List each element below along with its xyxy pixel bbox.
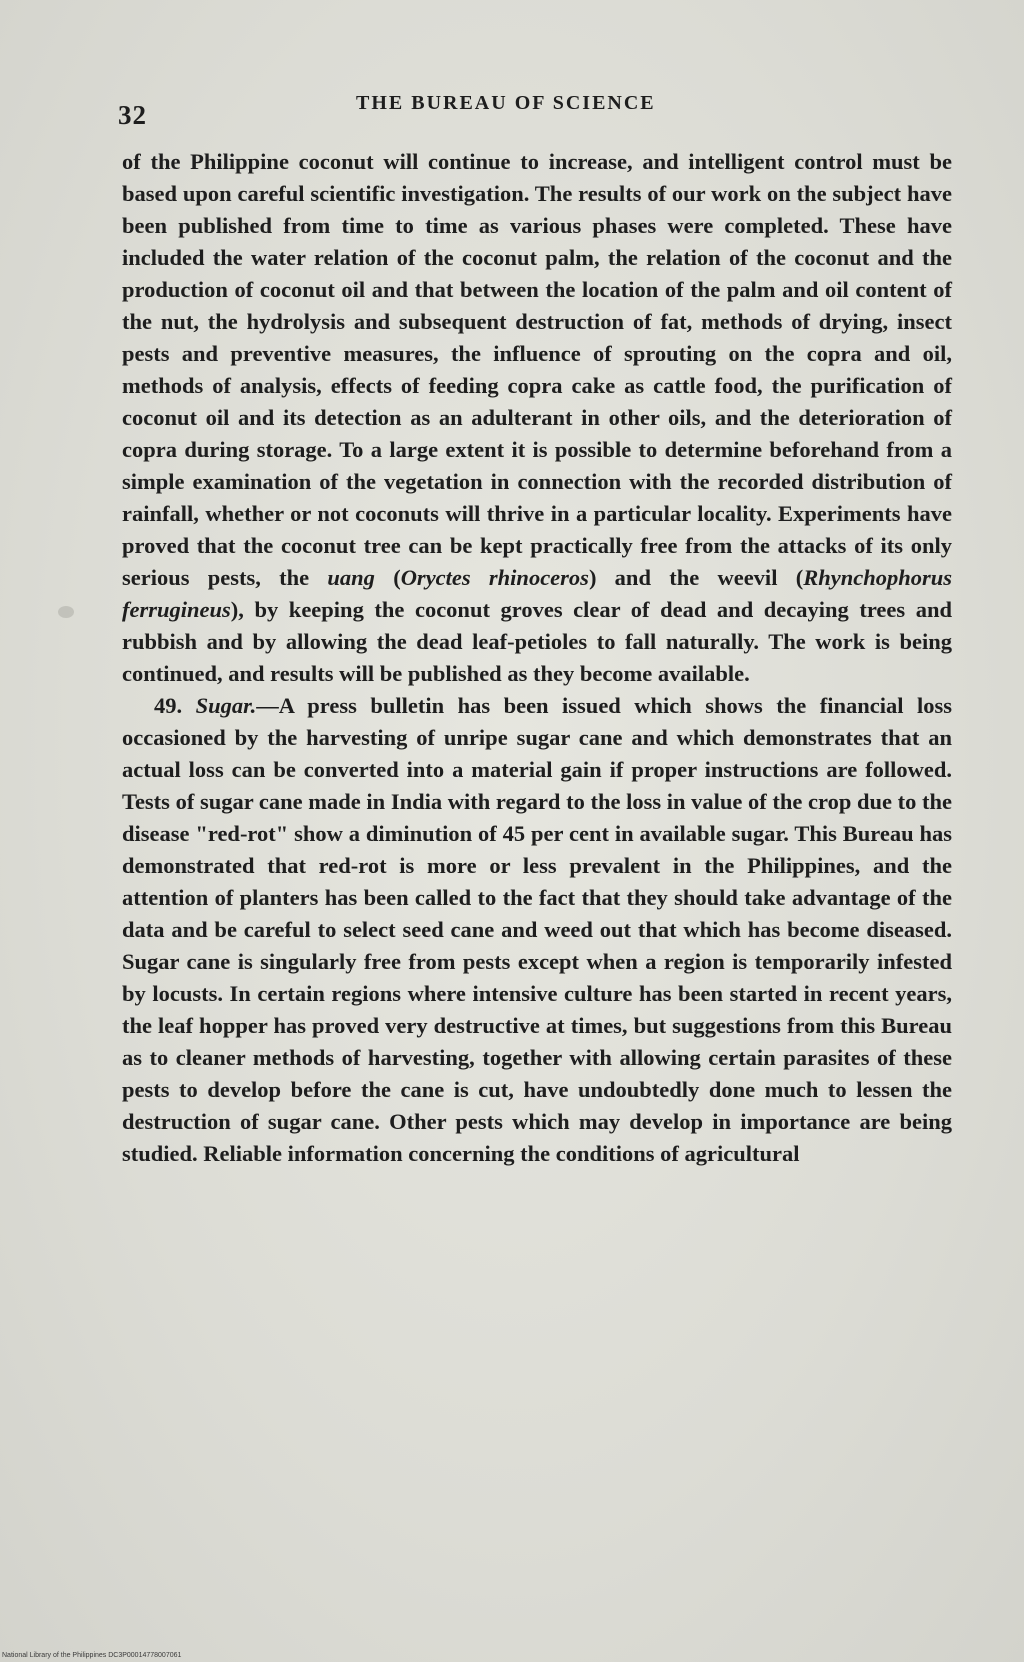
paragraph-sugar [122, 690, 952, 1170]
paren-open: ( [374, 565, 401, 590]
library-credit: National Library of the Philippines DC3P00014778007061 [2, 1652, 182, 1659]
paragraph-coconut-text-2: ) and the weevil ( [588, 565, 804, 590]
paragraph-sugar-text: —A press bulletin has been issued which shows the financial loss occasioned by the harvesting of unripe sugar cane and which demonstrates that an actual loss can be converted into a material gain if proper instructions are followed. Tests of sugar cane made in India with regard to the loss in value of the crop due to the disease "red-rot" show a diminution of 45 per cent in available sugar. This Bureau has demonstrated that red-rot is more or less prevalent in the Philippines, and the attention of planters has been called to the fact that they should take advantage of the data and be careful to select seed cane and weed out that which has become diseased. Sugar cane is singularly free from pests except when a region is temporarily infested by locusts. In certain regions where intensive culture has been started in recent years, the leaf hopper has proved very destructive at times, but suggestions from this Bureau as to cleaner methods of harvesting, together with allowing certain parasites of these pests to develop before the cane is cut, have undoubtedly done much to lessen the destruction of sugar cane. Other pests which may develop in importance are being studied. Reliable information concerning the conditions of agricultural [122, 693, 952, 1166]
paragraph-coconut-text-3: ), by keeping the coconut groves clear of dead and decaying trees and rubbish and by allowing the dead leaf-petioles to fall naturally. The work is being continued, and results will be published as they become available. [122, 597, 952, 686]
running-title: THE BUREAU OF SCIENCE [356, 92, 656, 114]
body-text [122, 146, 952, 1170]
paragraph-coconut [122, 146, 952, 690]
italic-uang: uang [327, 565, 375, 590]
page-header [118, 86, 958, 130]
scan-smudge [58, 606, 74, 618]
italic-rhynchophorus: Rhynchophorus ferrugineus [122, 565, 953, 622]
page-number: 32 [118, 100, 147, 130]
section-title-sugar: Sugar. [195, 693, 257, 718]
italic-oryctes: Oryctes rhinoceros [400, 565, 589, 590]
paragraph-coconut-text: of the Philippine coconut will continue to increase, and intelligent control must be based upon careful scientific investigation. The results of our work on the subject have been published from time to time as various phases were completed. These have included the water relation of the coconut palm, the relation of the coconut and the production of coconut oil and that between the location of the palm and oil content of the nut, the hydrolysis and subsequent destruction of fat, methods of drying, insect pests and preventive measures, the influence of sprouting on the copra and oil, methods of analysis, effects of feeding copra cake as cattle food, the purification of coconut oil and its detection as an adulterant in other oils, and the deterioration of copra during storage. To a large extent it is possible to determine beforehand from a simple examination of the vegetation in connection with the recorded distribution of rainfall, whether or not coconuts will thrive in a particular locality. Experiments have proved that the coconut tree can be kept practically free from the attacks of its only serious pests, the [122, 149, 952, 590]
section-number: 49. [154, 693, 196, 718]
